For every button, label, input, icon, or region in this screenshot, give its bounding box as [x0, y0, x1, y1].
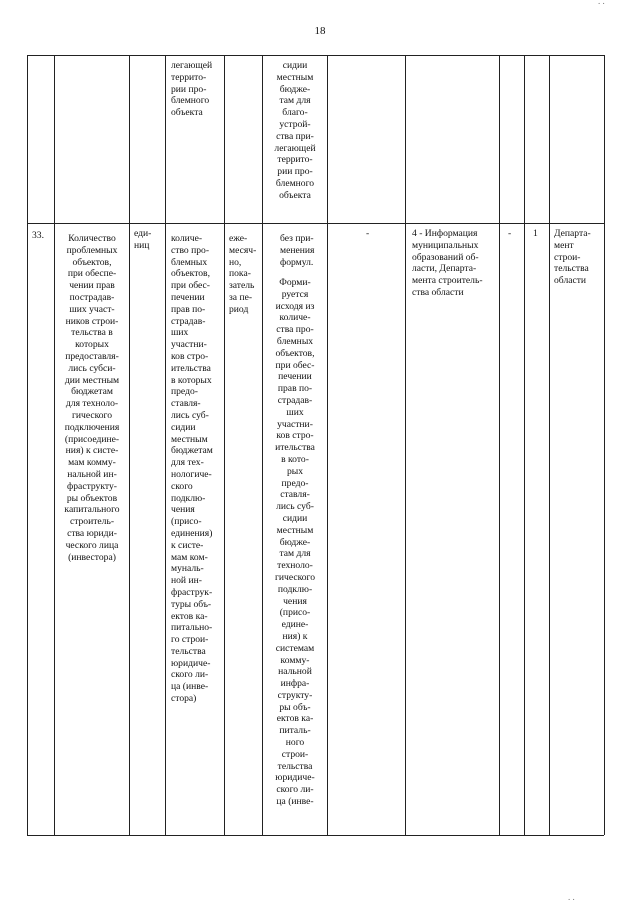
unit-cell: еди- ниц	[134, 228, 152, 251]
formula-description-cell: Форми- руется исходя из количе- ства про- блемных объектов, при обес- печении прав по- страдав- ших участни- ков стро- ительства в кото- рых предо- ставля- лись суб- сидии местным бюдже- там для техноло- гического подклю- чения (присо- едине- ния) к системам комму- нальной инфра- структу- ры объ- ектов ка- питаль- ного строи- тельства юридиче- ского ли- ца (инве-	[274, 277, 316, 808]
column-7-value: -	[366, 228, 370, 239]
column-border	[165, 55, 166, 835]
column-10-value: 1	[533, 228, 538, 239]
column-border	[129, 55, 130, 835]
top-row-formula-cell: сидии местным бюдже- там для благо- устрой- ства при- легающей террито- рии про- блемного объекта	[274, 60, 316, 201]
column-border	[604, 55, 605, 835]
top-row-definition-cell: легающей террито- рии про- блемного объекта	[171, 60, 213, 119]
data-source-cell: 4 - Информация муниципальных образований об- ласти, Департа- мента строитель- ства области	[412, 228, 483, 298]
table-bottom-border	[27, 835, 604, 836]
column-9-value: -	[508, 228, 512, 239]
formula-note-cell: без при- менения формул.	[280, 233, 315, 268]
column-border	[327, 55, 328, 835]
column-border	[499, 55, 500, 835]
page-number: 18	[314, 25, 326, 37]
row-number: 33.	[32, 230, 44, 241]
column-border	[224, 55, 225, 835]
scan-speck: . .	[598, 0, 605, 6]
table-top-border	[27, 55, 604, 56]
periodicity-cell: еже- месяч- но, пока- затель за пе- риод	[229, 233, 257, 315]
column-border	[27, 55, 28, 835]
scan-speck: . .	[568, 892, 575, 902]
column-border	[524, 55, 525, 835]
indicator-name-cell: Количество проблемных объектов, при обеспе- чении прав пострадав- ших участ- ников строи- тельства в которых предоставля- лись субси- дии местным бюджетам для техноло- гического подключения (присоедине- ния) к систе- мам комму- нальной ин- фраструкту- ры объектов капитального строитель- ства юриди- ческого лица (инвестора)	[64, 233, 120, 563]
responsible-cell: Департа- мент строи- тельства области	[554, 228, 591, 287]
column-border	[549, 55, 550, 835]
definition-cell: количе- ство про- блемных объектов, при обес- печении прав по- страдав- ших участни- ков стро- ительства в которых предо- ставля- лись суб- сидии местным бюджетам для тех- нологиче- ского подклю- чения (присо- единения) к систе- мам ком- муналь- ной ин- фраструк- туры объ- ектов ка- питально- го строи- тельства юридиче- ского ли- ца (инве- стора)	[171, 233, 213, 705]
column-border	[405, 55, 406, 835]
row-divider	[27, 223, 604, 224]
